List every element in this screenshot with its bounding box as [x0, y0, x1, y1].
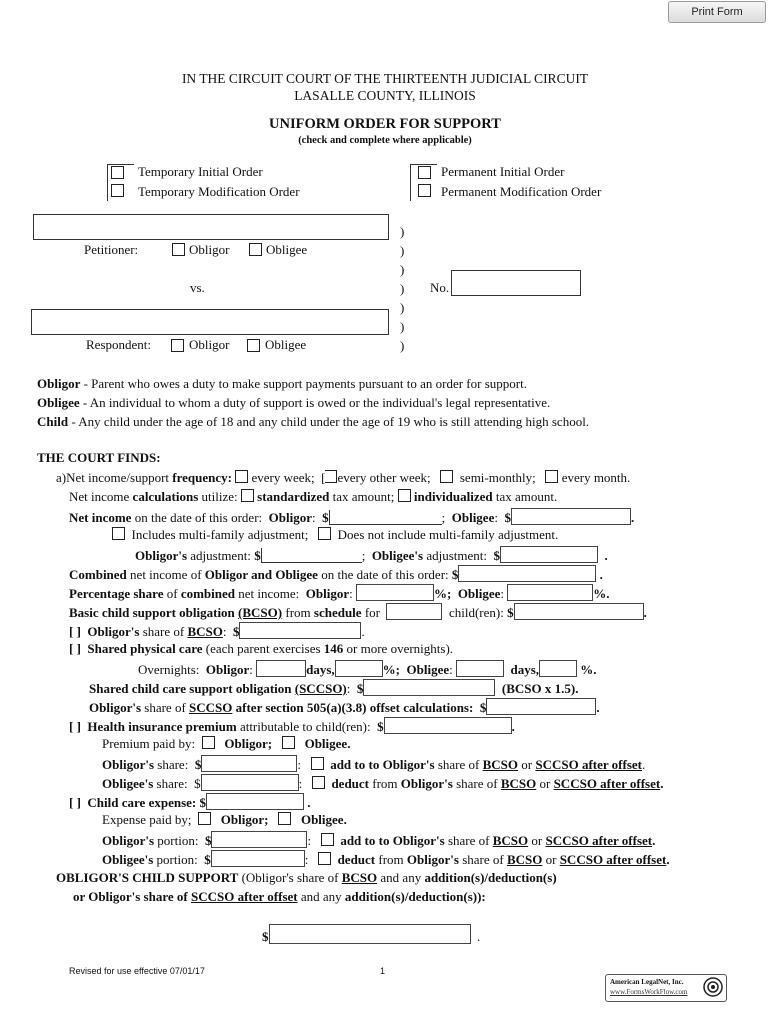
petitioner-obligee-label: Obligee — [266, 242, 308, 257]
premium-obligor-checkbox[interactable] — [202, 736, 215, 749]
health-premium-field[interactable] — [384, 717, 512, 734]
freq-semimonthly-checkbox[interactable] — [440, 470, 453, 483]
print-form-button[interactable]: Print Form — [668, 1, 766, 23]
obligor-child-support-row: OBLIGOR'S CHILD SUPPORT (Obligor's share of BCSO and any addition(s)/deduction(s) — [56, 870, 557, 885]
respondent-obligee-checkbox[interactable] — [247, 339, 260, 352]
sccso-row: Shared child care support obligation (SCCSO): $ (BCSO x 1.5). — [89, 681, 579, 696]
health-insurance-row: [ ] Health insurance premium attributable to child(ren): $ . — [69, 719, 515, 734]
caption-paren: ) — [400, 224, 405, 239]
percentage-share-row: Percentage share of combined net income: Obligor: %; Obligee: %. — [69, 586, 610, 601]
adjustment-row: Obligor's adjustment: $ ; Obligee's adjustment: $ . — [135, 548, 608, 563]
obligor-sccso-row: Obligor's share of SCCSO after section 505(a)(3.8) offset calculations: $ . — [89, 700, 600, 715]
publisher-site[interactable]: www.FormsWorkFlow.com — [610, 988, 688, 996]
petitioner-name-field[interactable] — [33, 214, 389, 240]
versus-text: vs. — [190, 280, 205, 295]
expense-deduct-checkbox[interactable] — [318, 852, 331, 865]
perm-initial-label: Permanent Initial Order — [441, 164, 565, 179]
respondent-label: Respondent: — [86, 337, 151, 352]
shared-care-row: [ ] Shared physical care (each parent exercises 146 or more overnights). — [69, 641, 454, 656]
petitioner-obligor-checkbox[interactable] — [172, 243, 185, 256]
not-includes-mf-checkbox[interactable] — [318, 527, 331, 540]
respondent-obligor-checkbox[interactable] — [171, 339, 184, 352]
publisher-name: American LegalNet, Inc. — [610, 978, 684, 986]
expense-add-checkbox[interactable] — [321, 833, 334, 846]
caption-paren: ) — [400, 300, 405, 315]
calculations-row: Net income calculations utilize: standardized tax amount; individualized tax amount. — [69, 489, 558, 504]
respondent-obligor-label: Obligor — [189, 337, 230, 352]
obligor-sccso-field[interactable] — [486, 698, 596, 715]
petitioner-label: Petitioner: — [84, 242, 139, 257]
includes-mf-checkbox[interactable] — [112, 527, 125, 540]
temp-mod-label: Temporary Modification Order — [138, 184, 300, 199]
petitioner-obligor-label: Obligor — [189, 242, 230, 257]
expense-obligee-portion-row: Obligee's portion: $ : deduct from Obligor's share of BCSO or SCCSO after offset. — [102, 852, 670, 867]
combined-income-field[interactable] — [458, 565, 596, 582]
temp-initial-checkbox[interactable] — [111, 166, 124, 179]
obligee-overnights-pct-field[interactable] — [539, 660, 577, 677]
expense-obligee-checkbox[interactable] — [278, 812, 291, 825]
total-support-field[interactable] — [269, 924, 471, 944]
perm-initial-checkbox[interactable] — [418, 166, 431, 179]
obligor-bcso-field[interactable] — [239, 622, 361, 639]
obligor-overnights-field[interactable] — [256, 660, 306, 677]
caption-paren: ) — [400, 319, 405, 334]
premium-obligee-share-field[interactable] — [201, 774, 299, 791]
net-income-row: Net income on the date of this order: Obligor: $ ; Obligee: $ . — [69, 510, 635, 525]
expense-obligor-portion-row: Obligor's portion: $ : add to to Obligor's share of BCSO or SCCSO after offset. — [102, 833, 656, 848]
children-count-field[interactable] — [386, 603, 442, 620]
page-title: UNIFORM ORDER FOR SUPPORT — [269, 116, 501, 132]
court-line-2: LASALLE COUNTY, ILLINOIS — [294, 88, 476, 103]
obligee-overnights-field[interactable] — [456, 660, 504, 677]
bcso-row: Basic child support obligation (BCSO) from schedule for child(ren): $ . — [69, 605, 647, 620]
case-number-field[interactable] — [451, 270, 581, 296]
expense-obligee-portion-field[interactable] — [211, 850, 305, 867]
premium-obligee-share-row: Obligee's share: $ : deduct from Obligor's share of BCSO or SCCSO after offset. — [102, 776, 664, 791]
caption-paren: ) — [400, 243, 405, 258]
premium-obligee-checkbox[interactable] — [282, 736, 295, 749]
court-line-1: IN THE CIRCUIT COURT OF THE THIRTEENTH JUDICIAL CIRCUIT — [181, 71, 589, 86]
temp-initial-label: Temporary Initial Order — [138, 164, 263, 179]
caption-paren: ) — [400, 281, 405, 296]
expense-obligor-checkbox[interactable] — [198, 812, 211, 825]
freq-monthly-checkbox[interactable] — [545, 470, 558, 483]
combined-income-row: Combined net income of Obligor and Obligee on the date of this order: $ . — [69, 567, 603, 582]
page-number: 1 — [380, 966, 386, 976]
temp-mod-checkbox[interactable] — [111, 184, 124, 197]
obligee-percentage-field[interactable] — [507, 584, 593, 601]
perm-mod-checkbox[interactable] — [418, 184, 431, 197]
obligor-net-income-field[interactable] — [329, 510, 442, 525]
definition-child: Child - Any child under the age of 18 and any child under the age of 19 who is still attending high school. — [37, 414, 590, 429]
case-number-label: No. — [430, 280, 450, 295]
publisher-logo — [605, 974, 727, 1002]
respondent-name-field[interactable] — [31, 309, 389, 335]
petitioner-obligee-checkbox[interactable] — [249, 243, 262, 256]
obligor-adjustment-field[interactable] — [261, 548, 362, 563]
multi-family-row: Includes multi-family adjustment; Does not include multi-family adjustment. — [112, 527, 558, 543]
respondent-obligee-label: Obligee — [265, 337, 307, 352]
caption-paren: ) — [400, 338, 405, 353]
premium-add-checkbox[interactable] — [311, 757, 324, 770]
freq-weekly-checkbox[interactable] — [235, 470, 248, 483]
obligor-percentage-field[interactable] — [356, 584, 434, 601]
obligor-bcso-row: [ ] Obligor's share of BCSO: $ . — [69, 624, 365, 639]
obligee-adjustment-field[interactable] — [500, 546, 598, 563]
premium-deduct-checkbox[interactable] — [312, 776, 325, 789]
obligor-overnights-pct-field[interactable] — [335, 660, 383, 677]
child-care-expense-field[interactable] — [206, 793, 304, 810]
obligee-net-income-field[interactable] — [511, 508, 631, 525]
individualized-checkbox[interactable] — [398, 489, 411, 502]
publisher-emblem-icon — [703, 977, 723, 997]
child-care-expense-row: [ ] Child care expense: $ . — [69, 795, 311, 810]
sccso-amount-field[interactable] — [363, 679, 495, 696]
obligor-child-support-row-2: or Obligor's share of SCCSO after offset and any addition(s)/deduction(s)): — [73, 889, 486, 904]
premium-obligor-share-field[interactable] — [201, 755, 297, 772]
standardized-checkbox[interactable] — [241, 489, 254, 502]
definition-obligee: Obligee - An individual to whom a duty of support is owed or the individual's legal representative. — [37, 395, 551, 410]
freq-biweekly-checkbox[interactable] — [325, 470, 337, 483]
total-support-row: $ . — [262, 924, 480, 945]
expense-paid-by-row: Expense paid by; Obligor; Obligee. — [102, 812, 347, 827]
definition-obligor: Obligor - Parent who owes a duty to make support payments pursuant to an order for support. — [37, 376, 527, 391]
revised-date: Revised for use effective 07/01/17 — [69, 966, 205, 976]
perm-mod-label: Permanent Modification Order — [441, 184, 602, 199]
premium-obligor-share-row: Obligor's share: $ : add to to Obligor's share of BCSO or SCCSO after offset. — [102, 757, 646, 772]
bcso-amount-field[interactable] — [514, 603, 644, 620]
premium-paid-by-row: Premium paid by: Obligor; Obligee. — [102, 736, 351, 751]
findings-heading: THE COURT FINDS: — [37, 450, 161, 465]
caption-paren: ) — [400, 262, 405, 277]
expense-obligor-portion-field[interactable] — [211, 831, 307, 848]
page-subtitle: (check and complete where applicable) — [298, 135, 472, 146]
frequency-row: a)Net income/support frequency: every week; [ every other week; semi-monthly; every month. — [56, 470, 631, 485]
overnights-row: Overnights: Obligor: days, %; Obligee: days, %. — [138, 662, 597, 677]
